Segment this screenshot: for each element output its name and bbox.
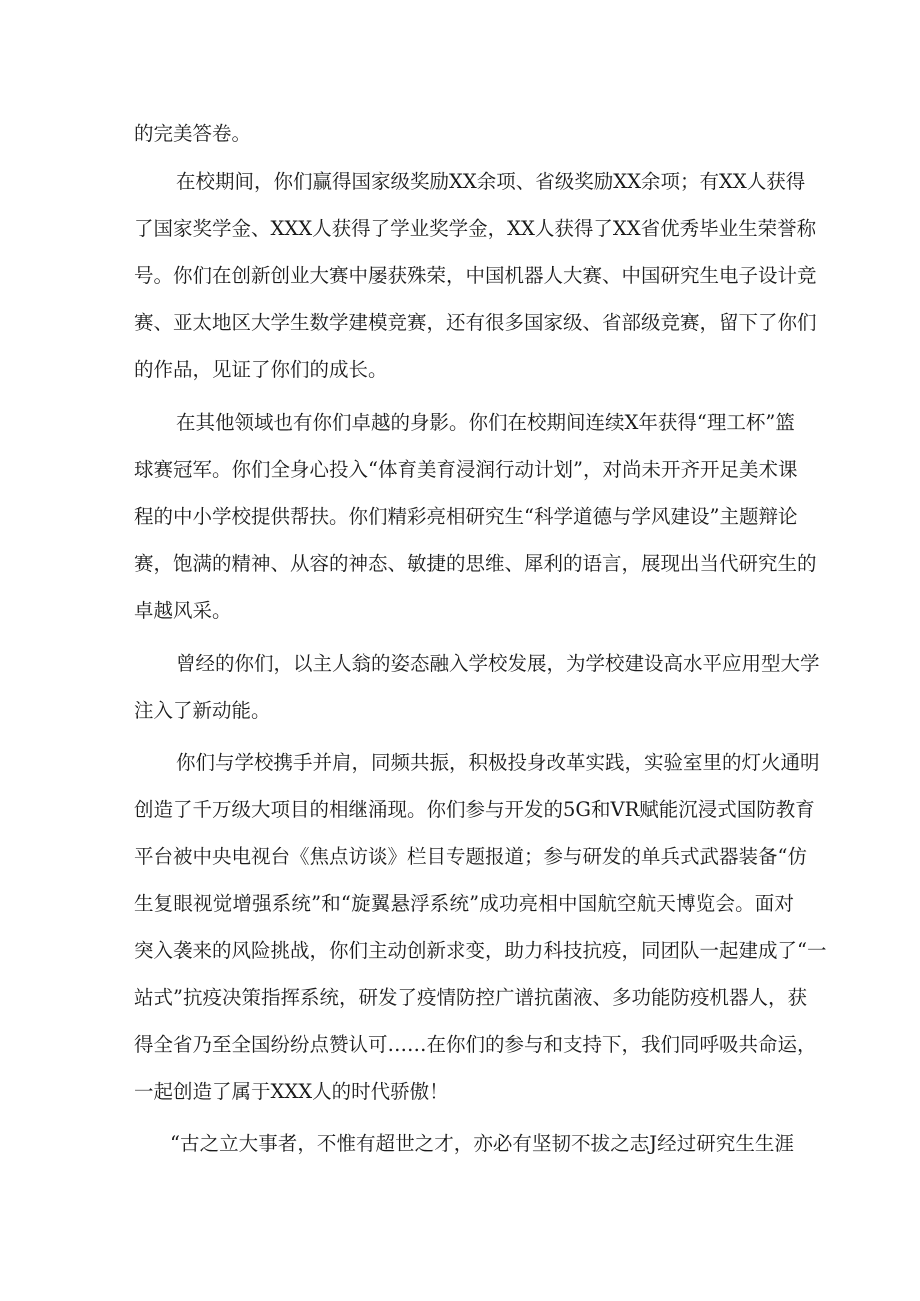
- text-line: 球赛冠军。你们全身心投入“体育美育浸润行动计划”，对尚未开齐开足美术课: [134, 458, 798, 481]
- text-line: 赛，饱满的精神、从容的神态、敏捷的思维、犀利的语言，展现出当代研究生的: [134, 552, 817, 575]
- text-line: 赛、亚太地区大学生数学建模竞赛，还有很多国家级、省部级竞赛，留下了你们: [134, 311, 817, 334]
- paragraph-first-line: 在校期间，你们赢得国家级奖励XX余项、省级奖励XX余项；有XX人获得: [176, 170, 806, 193]
- text-line: 站式”抗疫决策指挥系统，研发了疫情防控广谱抗菌液、多功能防疫机器人，获: [134, 986, 807, 1009]
- text-line: 创造了千万级大项目的相继涌现。你们参与开发的5G和VR赋能沉浸式国防教育: [134, 798, 815, 821]
- text-line: 号。你们在创新创业大赛中屡获殊荣，中国机器人大赛、中国研究生电子设计竞: [134, 264, 817, 287]
- text-line: 生复眼视觉增强系统”和“旋翼悬浮系统”成功亮相中国航空航天博览会。面对: [134, 892, 794, 915]
- paragraph-first-line: 你们与学校携手并肩，同频共振，积极投身改革实践，实验室里的灯火通明: [176, 751, 820, 774]
- text-line: 卓越风采。: [134, 599, 232, 622]
- paragraph-first-line: 在其他领域也有你们卓越的身影。你们在校期间连续X年获得“理工杯”篮: [176, 411, 795, 434]
- text-line: 注入了新动能。: [134, 699, 271, 722]
- text-line: 平台被中央电视台《焦点访谈》栏目专题报道；参与研发的单兵式武器装备“仿: [134, 845, 807, 868]
- paragraph-first-line: “古之立大事者，不惟有超世之才，亦必有坚韧不拔之志J经过研究生生涯: [170, 1132, 794, 1155]
- text-line: 程的中小学校提供帮扶。你们精彩亮相研究生“科学道德与学风建设”主题辩论: [134, 505, 798, 528]
- text-line: 一起创造了属于XXX人的时代骄傲！: [134, 1080, 449, 1103]
- text-line: 的完美答卷。: [134, 122, 252, 145]
- text-line: 了国家奖学金、XXX人获得了学业奖学金，XX人获得了XX省优秀毕业生荣誉称: [134, 217, 817, 240]
- text-line: 的作品，见证了你们的成长。: [134, 358, 388, 381]
- text-line: 突入袭来的风险挑战，你们主动创新求变，助力科技抗疫，同团队一起建成了“一: [134, 939, 827, 962]
- text-line: 得全省乃至全国纷纷点赞认可……在你们的参与和支持下，我们同呼吸共命运，: [134, 1033, 817, 1056]
- paragraph-first-line: 曾经的你们，以主人翁的姿态融入学校发展，为学校建设高水平应用型大学: [176, 652, 820, 675]
